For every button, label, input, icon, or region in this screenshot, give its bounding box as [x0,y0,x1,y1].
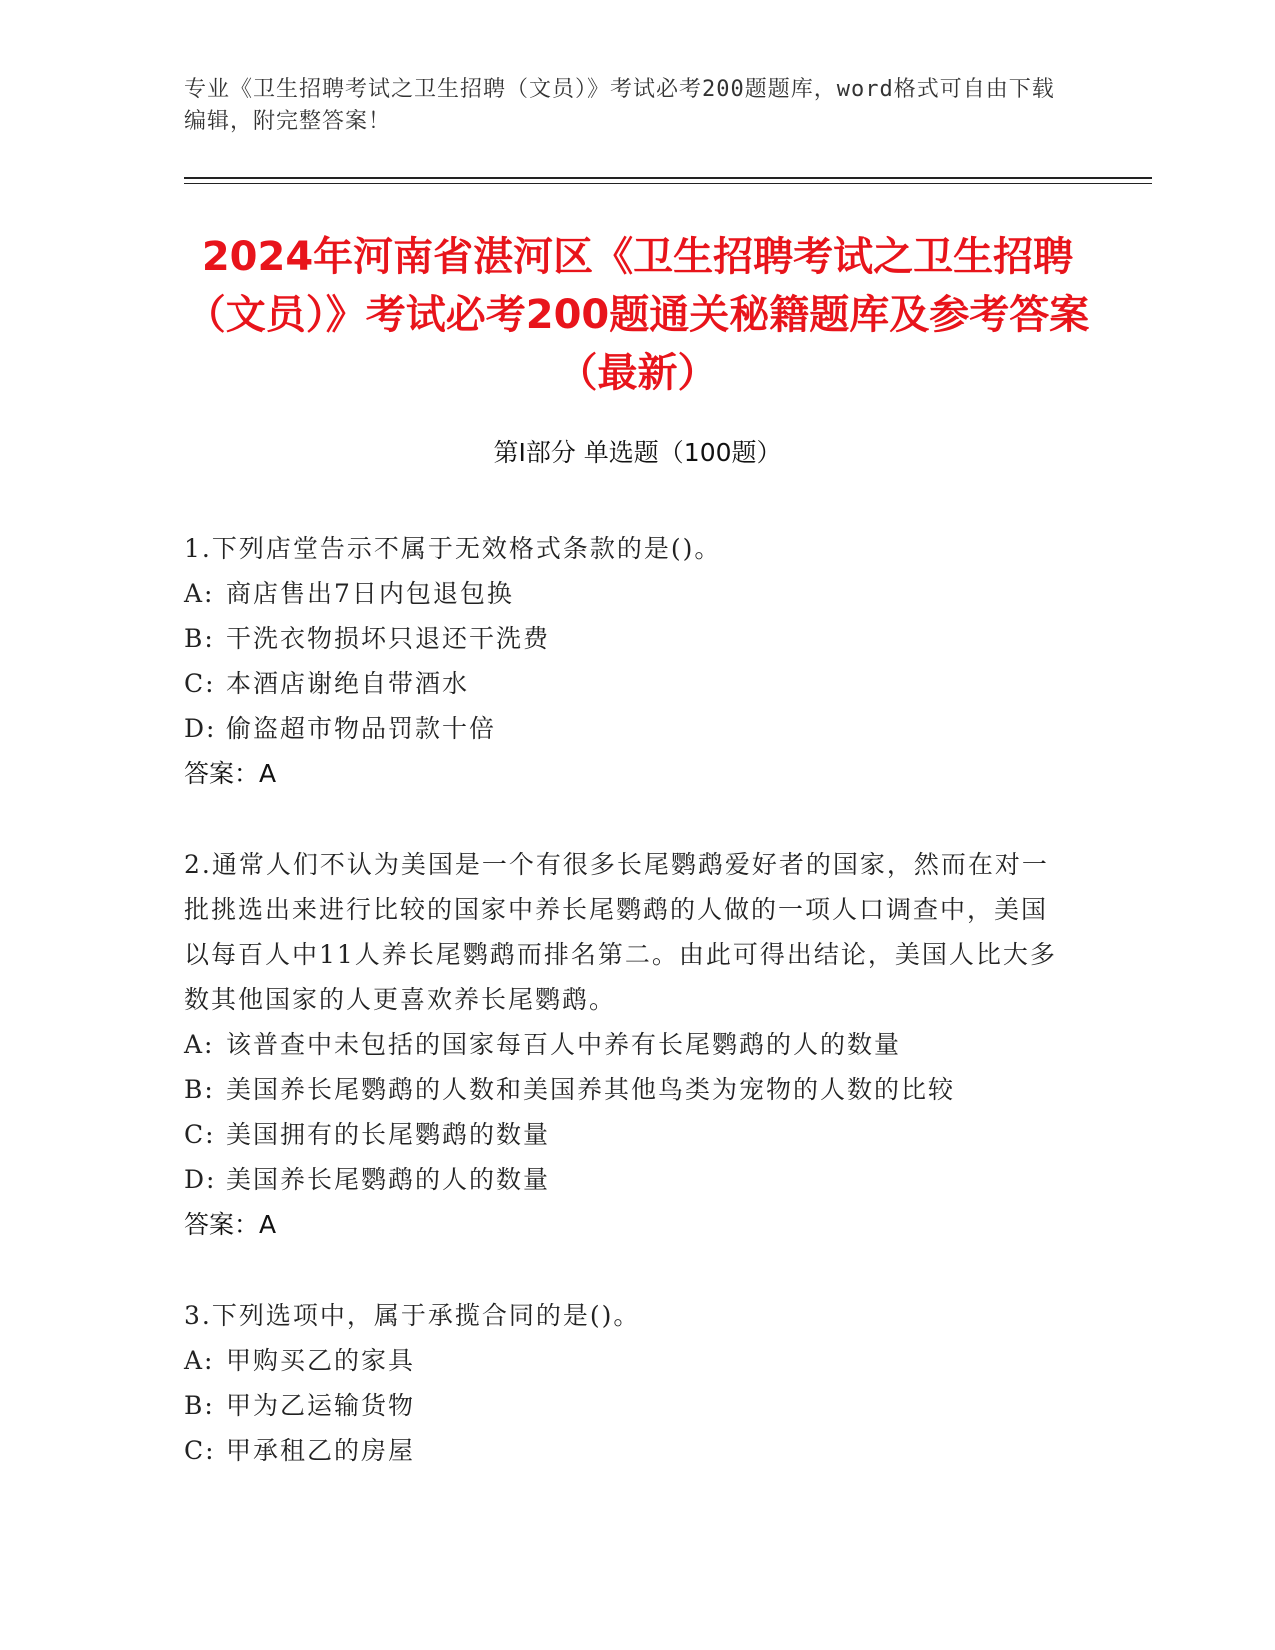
option-key: A: [184,1346,215,1375]
section-heading: 第I部分 单选题（100题） [493,438,782,467]
option-text: 干洗衣物损坏只退还干洗费 [226,624,551,653]
question-stem: 3.下列选项中，属于承揽合同的是()。 [184,1301,641,1330]
option-a [184,571,1064,616]
question-3 [184,1293,1064,1473]
option-key: D: [184,1165,217,1194]
option-key: C: [184,1436,216,1465]
header-divider-thin [184,183,1152,184]
option-c [184,1428,1064,1473]
option-key: B: [184,1075,215,1104]
option-key: C: [184,669,216,698]
option-text: 该普查中未包括的国家每百人中养有长尾鹦鹉的人的数量 [226,1030,902,1059]
answer: 答案：A [184,759,277,788]
document-title: 2024年河南省湛河区《卫生招聘考试之卫生招聘（文员）》考试必考200题通关秘籍题库及参考答案（最新） [185,234,1090,396]
header-divider [184,177,1152,179]
question-stem: 2.通常人们不认为美国是一个有很多长尾鹦鹉爱好者的国家，然而在对一批挑选出来进行比较的国家中养长尾鹦鹉的人做的一项人口调查中，美国以每百人中11人养长尾鹦鹉而排名第二。由此可得出结论，美国人比大多数其他国家的人更喜欢养长尾鹦鹉。 [184,850,1057,1014]
answer: 答案：A [184,1210,277,1239]
option-c [184,661,1064,706]
option-text: 本酒店谢绝自带酒水 [226,669,470,698]
question-2 [184,842,1064,1247]
option-key: A: [184,579,215,608]
option-b [184,1067,1064,1112]
option-key: A: [184,1030,215,1059]
option-key: B: [184,624,215,653]
option-a [184,1338,1064,1383]
option-key: B: [184,1391,215,1420]
question-stem: 1.下列店堂告示不属于无效格式条款的是()。 [184,534,722,563]
option-b [184,1383,1064,1428]
option-text: 商店售出7日内包退包换 [226,579,514,608]
question-1 [184,526,1064,796]
option-a [184,1022,1064,1067]
question-list [184,526,1064,1519]
option-key: D: [184,714,217,743]
option-text: 美国拥有的长尾鹦鹉的数量 [226,1120,551,1149]
option-text: 美国养长尾鹦鹉的人数和美国养其他鸟类为宠物的人数的比较 [226,1075,956,1104]
option-text: 甲为乙运输货物 [226,1391,416,1420]
option-text: 甲购买乙的家具 [226,1346,416,1375]
option-key: C: [184,1120,216,1149]
option-b [184,616,1064,661]
option-text: 甲承租乙的房屋 [226,1436,416,1465]
option-c [184,1112,1064,1157]
option-text: 偷盗超市物品罚款十倍 [226,714,497,743]
header-note: 专业《卫生招聘考试之卫生招聘（文员）》考试必考200题题库，word格式可自由下载编辑，附完整答案！ [184,77,1055,134]
option-d [184,706,1064,751]
option-d [184,1157,1064,1202]
option-text: 美国养长尾鹦鹉的人的数量 [226,1165,551,1194]
